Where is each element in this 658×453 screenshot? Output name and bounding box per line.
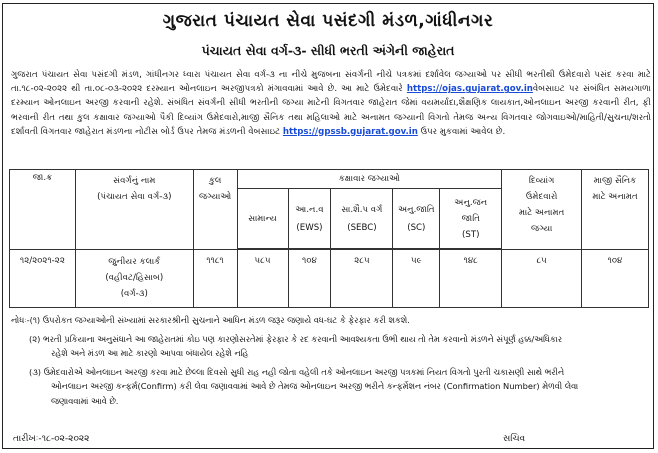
intro-text-1: ગુજરાત પંચાયત સેવા પસંદગી મંડળ, ગાંધીનગર ધ્વારા પંચાયત સેવા વર્ગ-૩ ના નીચે મુજબના સંવર્ગની નીચે પત્રકમાં દર્શાવેલ જગ્યાઓ પર સીધી ભરતીથી ઉમેદવારો પસંદ કરવા માટે તા.૧૮-૦૨-૨૦૨૨ થી તા.૦૮-૦૩-૨૦૨૨ દરમ્યાન ઓનલાઇન અરજીપત્રકો મંગાવવામાં આવે છે. આ માટે ઉમેદવારે — [11, 70, 651, 95]
vacancy-table — [9, 169, 649, 308]
header-st-line3: (ST) — [462, 229, 480, 240]
cell-divyang: ૮૫ — [502, 250, 582, 308]
header-divyang-line1: દિવ્યાંગ — [528, 176, 555, 186]
header-sc — [393, 189, 440, 249]
cell-ews: ૧૦૪ — [288, 250, 331, 308]
header-divyang-line4: જગ્યા — [530, 224, 553, 234]
header-st-line2: જાતિ — [461, 213, 480, 224]
cell-general: ૫૮૫ — [237, 250, 288, 308]
header-ex-serviceman — [582, 170, 649, 250]
notes-section — [11, 313, 647, 413]
header-total-line2: જગ્યાઓ — [198, 192, 232, 202]
intro-text-3: ઉપર મુકવામાં આવેલ છે. — [420, 126, 506, 137]
note-2-line1: (૨) ભરતી પ્રકિયાના અનુસંધાને આ જાહેરાતમાં કોઇ પણ કારણોસરતેમાં ફેરફાર કે રદ કરવાની આવશ્યકતા ઉભી થાય તો તેમ કરવાનો મંડળને સંપૂર્ણ હક્ક/અધિકાર — [29, 333, 563, 344]
header-st — [440, 189, 502, 249]
header-exserv-line1: માજી સૈનિક — [593, 176, 637, 186]
header-sc-line1: અનુ.જાતિ — [398, 204, 435, 215]
header-divyang — [502, 170, 582, 250]
header-sebc-line1: સા.શૈ.પ વર્ગ — [341, 204, 383, 215]
header-sc-line2: (SC) — [407, 222, 426, 233]
intro-paragraph — [11, 68, 651, 139]
ojas-link[interactable]: https://ojas.gujarat.gov.in — [406, 84, 533, 95]
cell-cadre-line1: જુનીયર કલાર્ક — [108, 257, 161, 267]
header-total-line1: કુલ — [208, 176, 222, 186]
note-3-line1: (૩) ઉમેદવારોએ ઓનલાઇન અરજી કરવા માટે છેલ્લા દિવસો સુધી રાહ નહી જોતા વહેલી તકે ઓનલાઇન અરજી પત્રકમાં નિયત વિગતો પુરતી ચકાસણી સાથે ભરીને — [29, 366, 565, 377]
cell-st: ૧૪૮ — [440, 250, 502, 308]
header-ews — [288, 189, 331, 249]
note-1: નોધઃ-(૧) ઉપરોકત જગ્યાઓની સંખ્યામાં સરકારશ્રીની સુચનાને આધિન મંડળ જરૂર જણાયે વધ-ઘટ કે ફેરફાર કરી શકશે. — [11, 315, 410, 325]
cell-sebc: ૨૮૫ — [331, 250, 393, 308]
header-cadre-line1: સંવર્ગનું નામ — [113, 176, 156, 186]
cell-cadre-line2: (વહીવટ/હિસાબ) — [105, 273, 164, 283]
header-sebc-line2: (SEBC) — [347, 222, 377, 233]
header-cadre-name — [75, 170, 193, 250]
header-ews-line2: (EWS) — [296, 222, 323, 233]
intro-text-2: વેબસાઇટ પર સંબંધિત સમયગાળા દરમ્યાન ઓનલાઇન અરજી કરવાની રહેશે. સંબંધિત સંવર્ગની સીધી ભરતીની જગ્યા માટેની વિગતવાર જાહેરાત જેમાં વયમર્યાદા,શૈક્ષણિક લાયકાત,ઓનલાઇન અરજી કરવાની રીત, ફી ભરવાની રીત તથા કુલ કક્ષાવાર જગ્યાઓ પૈકી દિવ્યાંગ ઉમેદવારો,માજી સૈનિક તથા મહિલાઓ માટે અનામત જગ્યાની વિગતો તેમજ અન્ય વિગતવાર જોગવાઇઓ/માહિતી/સુચના/શરતો દર્શાવતી વિગતવાર જાહેરાત મંડળના નોટીસ બોર્ડ ઉપર તેમજ મંડળની વેબસાઇટ — [11, 84, 651, 137]
header-sebc — [331, 189, 393, 249]
header-total-posts — [193, 170, 237, 250]
header-ews-line1: આ.ન.વ — [295, 204, 324, 215]
note-2 — [11, 332, 647, 361]
footer-signature: સચિવ — [503, 434, 526, 444]
header-advt-no: જા.ક્ર — [10, 170, 76, 250]
footer-date: તારીખઃ-૧૮-૦૨-૨૦૨૨ — [13, 434, 90, 444]
gpssb-link[interactable]: https://gpssb.gujarat.gov.in — [282, 126, 418, 137]
header-st-line1: અનુ.જન — [454, 197, 488, 208]
header-divyang-line3: માટે અનામત — [519, 208, 565, 218]
cell-advt-no: ૧૨/૨૦૨૧-૨૨ — [10, 250, 76, 308]
advertisement-page — [2, 3, 654, 449]
header-category-group: કક્ષાવાર જગ્યાઓ — [237, 170, 502, 189]
note-2-line2: રહેશે અને મંડળ આ માટે કારણો આપવા બંધાયેલ રહેશે નહિ — [51, 348, 249, 359]
cell-sc: ૫૯ — [393, 250, 440, 308]
board-title: ગુજરાત પંચાયત સેવા પસંદગી મંડળ,ગાંધીનગર — [162, 11, 494, 31]
header-exserv-line2: માટે અનામત — [592, 192, 638, 202]
cell-cadre-name — [75, 250, 193, 308]
header-cadre-line2: (પંચાયત સેવા વર્ગ-૩) — [97, 192, 172, 202]
cell-total: ૧૧૮૧ — [193, 250, 237, 308]
note-3-line3: જણાવવામાં આવે છે. — [51, 395, 119, 406]
cell-cadre-line3: (વર્ગ-૩) — [120, 289, 148, 299]
cell-ex-serviceman: ૧૦૪ — [582, 250, 649, 308]
note-3-line2: ઓનલાઇન અરજી કન્ફર્મ(Confirm) કરી લેવા જણાવવામાં આવે છે તેમજ ઓનલાઇન અરજી ભરીને કન્ફર્મેશન નંબર (Confirmation Number) મેળવી લેવા — [51, 381, 579, 392]
table-header-row-1 — [10, 170, 649, 189]
header-general: સામાન્ય — [237, 189, 288, 249]
table-row — [10, 250, 649, 308]
advertisement-subtitle: પંચાયત સેવા વર્ગ-૩- સીધી ભરતી અંગેની જાહેરાત — [201, 43, 455, 58]
header-divyang-line2: ઉમેદવારો — [525, 192, 558, 202]
note-3 — [11, 365, 647, 409]
